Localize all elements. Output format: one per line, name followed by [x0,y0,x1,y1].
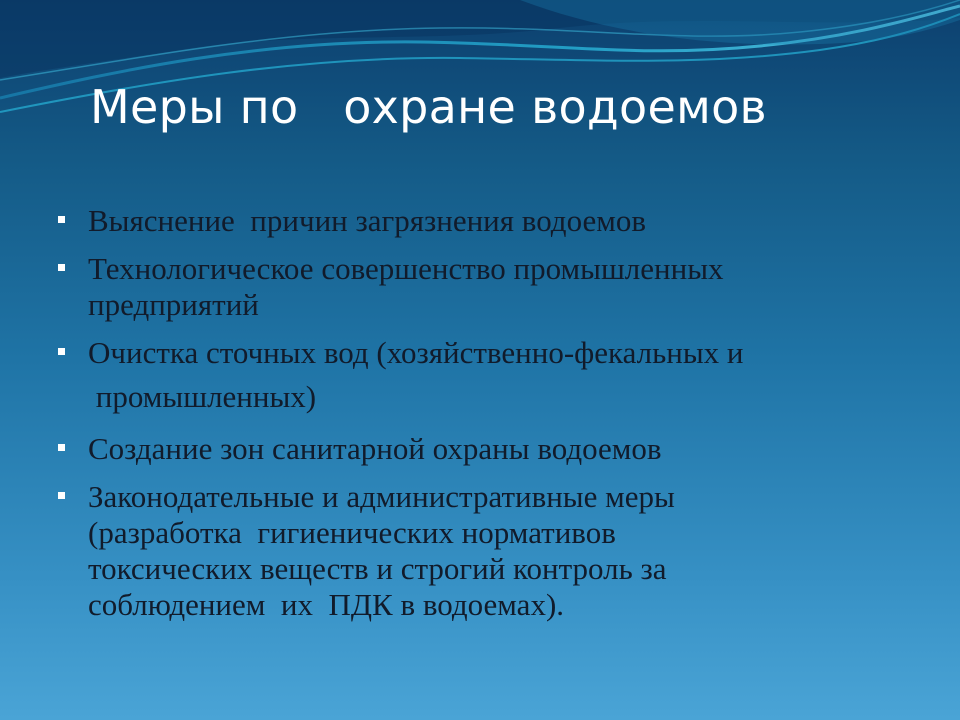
square-bullet-icon [58,444,65,451]
bullet-list [58,203,908,635]
bullet-item-5 [58,479,908,623]
square-bullet-icon [58,264,65,271]
bullet-text: Очистка сточных вод (хозяйственно-фекальных и промышленных) [88,335,744,414]
bullet-item-3 [58,331,908,419]
slide-title: Меры по охране водоемов [90,80,767,134]
square-bullet-icon [58,216,65,223]
bullet-text: Технологическое совершенство промышленных предприятий [88,251,724,322]
bullet-text: Законодательные и административные меры (разработка гигиенических нормативов токсических веществ и строгий контроль за соблюдением их ПДК в водоемах). [88,479,675,622]
bullet-item-1 [58,203,908,239]
bullet-text: Создание зон санитарной охраны водоемов [88,431,662,466]
bullet-text: Выяснение причин загрязнения водоемов [88,203,646,238]
bullet-item-2 [58,251,908,323]
square-bullet-icon [58,348,65,355]
bullet-item-4 [58,431,908,467]
square-bullet-icon [58,492,65,499]
